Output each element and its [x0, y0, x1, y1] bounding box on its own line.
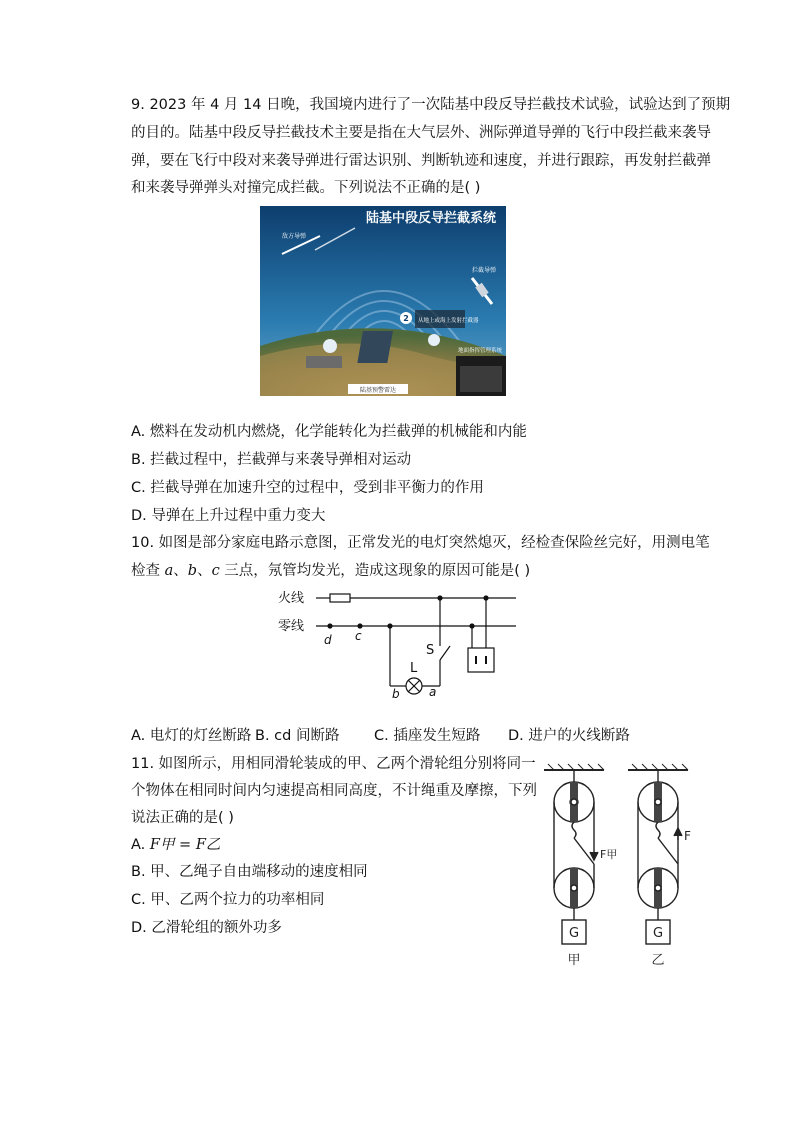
q9-label-launch: 从地上或海上发射拦截器	[418, 318, 479, 324]
q11-pulley-diagram	[540, 760, 700, 972]
q10-point-a: a	[164, 563, 174, 579]
q11-right-force-label: F	[684, 829, 691, 843]
q10-option-c: C. 插座发生短路	[374, 728, 481, 744]
q10-point-c: c	[211, 563, 220, 579]
q10-option-d: D. 进户的火线断路	[508, 728, 630, 744]
q9-label-incoming: 敌方导弹	[282, 233, 307, 240]
q11-option-a-prefix: A.	[131, 837, 150, 853]
q10-stem-post: 三点，氖管均发光，造成这现象的原因可能是( )	[219, 563, 531, 579]
q9-label-radar: 陆基预警雷达	[359, 387, 397, 394]
q9-option-c: C. 拦截导弹在加速升空的过程中，受到非平衡力的作用	[131, 480, 484, 496]
circuit-label-d: d	[324, 633, 332, 647]
circuit-label-L: L	[410, 661, 418, 676]
q9-missile-defense-image	[260, 206, 506, 396]
q9-image-title: 陆基中段反导拦截系统	[365, 211, 496, 226]
q10-stem-line-1: 10. 如图是部分家庭电路示意图，正常发光的电灯突然熄灭，经检查保险丝完好，用测电笔	[131, 535, 710, 551]
q11-option-d: D. 乙滑轮组的额外功多	[131, 920, 282, 936]
q11-stem-line-1: 11. 如图所示，用相同滑轮装成的甲、乙两个滑轮组分别将同一	[131, 756, 536, 772]
circuit-label-fire: 火线	[278, 591, 305, 606]
q11-stem-line-2: 个物体在相同时间内匀速提高相同高度，不计绳重及摩擦，下列	[131, 783, 537, 799]
q9-stem-line-4: 和来袭导弹弹头对撞完成拦截。下列说法不正确的是( )	[131, 180, 481, 196]
q11-option-b: B. 甲、乙绳子自由端移动的速度相同	[131, 864, 368, 880]
q11-left-label: 甲	[567, 953, 581, 968]
q11-stem-line-3: 说法正确的是( )	[131, 810, 234, 826]
q10-point-b: b	[187, 563, 198, 579]
q9-stem-line-1: 9. 2023 年 4 月 14 日晚，我国境内进行了一次陆基中段反导拦截技术试验，试验达到了预期	[131, 97, 731, 113]
q11-left-force-label: F甲	[600, 848, 618, 861]
q9-option-b: B. 拦截过程中，拦截弹与来袭导弹相对运动	[131, 452, 412, 468]
circuit-label-b: b	[392, 687, 400, 701]
q11-option-a-formula: F甲 = F乙	[149, 837, 221, 853]
q10-option-a: A. 电灯的灯丝断路	[131, 728, 252, 744]
q9-stem-line-2: 的目的。陆基中段反导拦截技术主要是指在大气层外、洲际弹道导弹的飞行中段拦截来袭导	[131, 125, 711, 141]
q9-stem-line-3: 弹，要在飞行中段对来袭导弹进行雷达识别、判断轨迹和速度，并进行跟踪，再发射拦截弹	[131, 153, 711, 169]
circuit-label-c: c	[355, 629, 362, 643]
q10-sep-1: 、	[173, 563, 188, 579]
q11-left-weight-label: G	[568, 926, 580, 941]
q10-circuit-diagram	[272, 584, 522, 702]
q9-label-interceptor: 拦截导弹	[472, 267, 497, 274]
q11-right-label: 乙	[651, 953, 665, 968]
q10-stem-pre: 检查	[131, 563, 165, 579]
q10-sep-2: 、	[197, 563, 212, 579]
q11-option-a	[131, 835, 220, 855]
circuit-label-zero: 零线	[278, 619, 305, 634]
q10-option-b: B. cd 间断路	[255, 728, 340, 744]
q11-option-c: C. 甲、乙两个拉力的功率相同	[131, 892, 325, 908]
q11-right-weight-label: G	[652, 926, 664, 941]
q9-option-a: A. 燃料在发动机内燃烧，化学能转化为拦截弹的机械能和内能	[131, 424, 527, 440]
q10-stem-line-2	[131, 561, 530, 581]
circuit-label-S: S	[426, 643, 435, 658]
q9-label-step: 2	[403, 314, 409, 323]
q9-label-ground: 地面指挥管理系统	[457, 348, 503, 354]
q9-option-d: D. 导弹在上升过程中重力变大	[131, 508, 326, 524]
circuit-label-a: a	[429, 685, 437, 699]
